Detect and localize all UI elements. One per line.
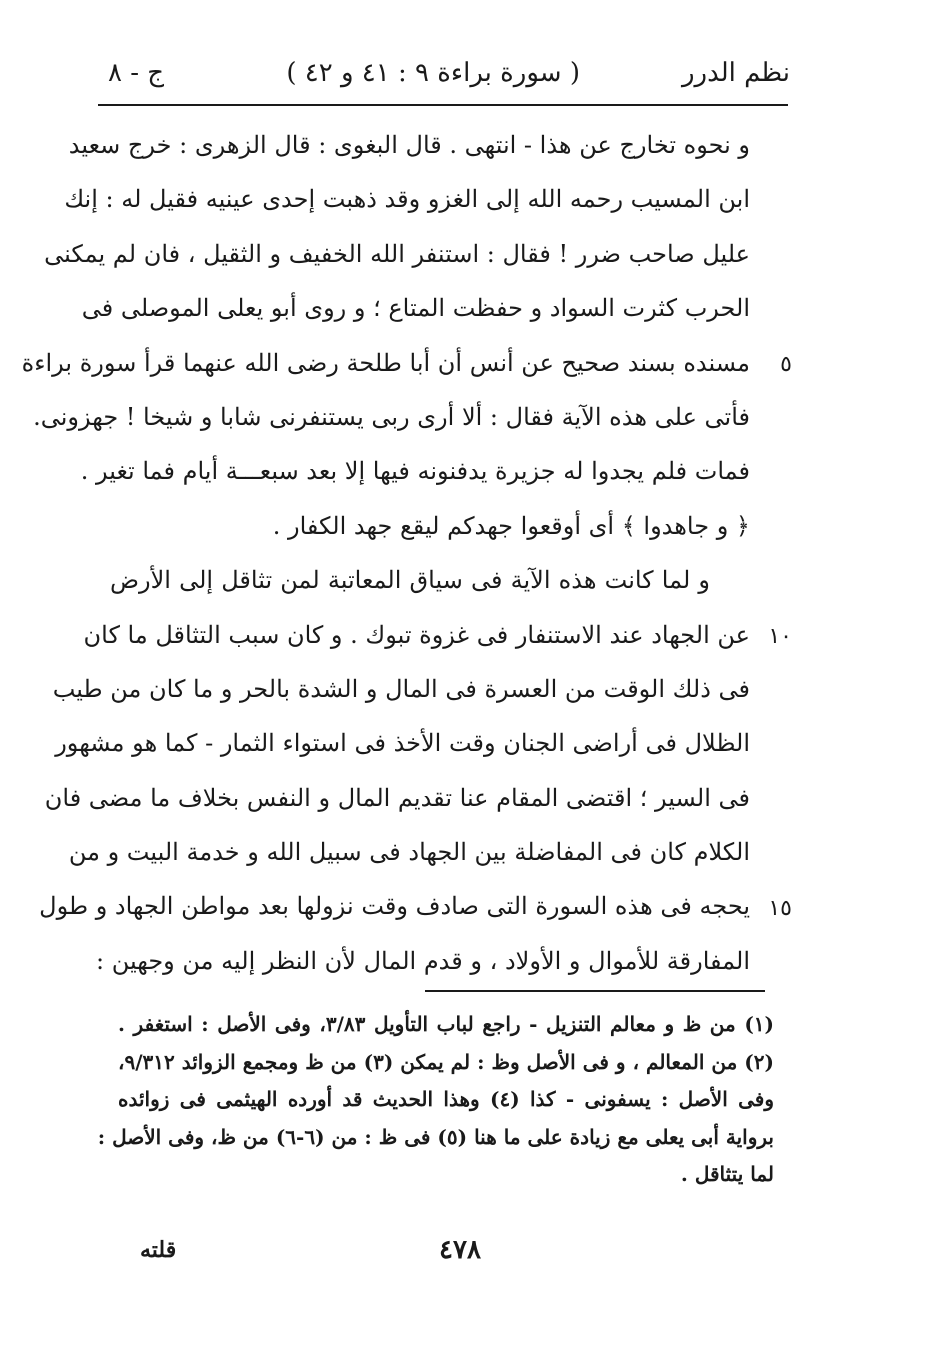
line-number-10: ١٠ xyxy=(768,624,792,649)
surah-reference: ( سورة براءة ٩ : ٤١ و ٤٢ ) xyxy=(286,58,580,88)
text-line: يحجه فى هذه السورة التى صادف وقت نزولها بعد مواطن الجهاد و طول xyxy=(39,892,750,921)
text-line: و لما كانت هذه الآية فى سياق المعاتبة لمن تثاقل إلى الأرض xyxy=(110,566,710,595)
text-line: عن الجهاد عند الاستنفار فى غزوة تبوك . و كان سبب التثاقل ما كان xyxy=(83,620,750,649)
line-number-15: ١٥ xyxy=(768,896,792,921)
line-number-5: ٥ xyxy=(780,352,792,377)
main-text xyxy=(21,118,750,988)
footnote-line: لما يتثاقل . xyxy=(680,1162,774,1187)
footnote-rule xyxy=(425,990,765,992)
catchword: قلته xyxy=(140,1237,177,1263)
footnote-line: وفى الأصل : يسفونى - كذا (٤) وهذا الحديث قد أورده الهيثمى فى زوائده xyxy=(118,1087,774,1112)
page-number: ٤٧٨ xyxy=(439,1235,481,1265)
text-line: فمات فلم يجدوا له جزيرة يدفنونه فيها إلا بعد سبعـــة أيام فما تغير . xyxy=(80,457,750,486)
text-line: ﴿ و جاهدوا ﴾ أى أوقعوا جهدكم ليقع جهد الكفار . xyxy=(272,511,750,540)
text-line: ابن المسيب رحمه الله إلى الغزو وقد ذهبت إحدى عينيه فقيل له : إنك xyxy=(64,185,750,214)
volume-number: ج - ٨ xyxy=(108,58,165,88)
text-line: و نحوه تخارج عن هذا - انتهى . قال البغوى : قال الزهرى : خرج سعيد xyxy=(68,131,750,159)
text-line: عليل صاحب ضرر ! فقال : استنفر الله الخفيف و الثقيل ، فان لم يمكنى xyxy=(44,239,750,268)
footnotes xyxy=(97,1006,774,1194)
footnote-line: (١) من ظ و معالم التنزيل - راجع لباب التأويل ٣/٨٣، وفى الأصل : استغفر . xyxy=(118,1012,774,1036)
footnote-line: برواية أبى يعلى مع زيادة على ما هنا (٥) فى ظ : من (٦-٦) من ظ، وفى الأصل : xyxy=(97,1124,774,1149)
text-line: المفارقة للأموال و الأولاد ، و قدم المال لأن النظر إليه من وجهين : xyxy=(96,946,750,975)
footnote-line: (٢) من المعالم ، و فى الأصل وظ : لم يمكن (٣) من ظ ومجمع الزوائد ٩/٣١٢، xyxy=(118,1049,774,1074)
text-line: الحرب كثرت السواد و حفظت المتاع ؛ و روى أبو يعلى الموصلى فى xyxy=(81,294,750,323)
header-rule xyxy=(98,104,788,106)
text-line: فى ذلك الوقت من العسرة فى المال و الشدة بالحر و ما كان من طيب xyxy=(52,674,750,703)
text-line: فى السير ؛ اقتضى المقام عنا تقديم المال و النفس بخلاف ما مضى فان xyxy=(44,783,750,812)
book-title: نظم الدرر xyxy=(681,58,790,88)
text-line: فأتى على هذه الآية فقال : ألا أرى ربى يستنفرنى شابا و شيخا ! جهزونى. xyxy=(33,402,750,431)
text-line: مسنده بسند صحيح عن أنس أن أبا طلحة رضى الله عنهما قرأ سورة براءة xyxy=(21,348,750,377)
running-header xyxy=(100,58,790,98)
text-line: الظلال فى أراضى الجنان وقت الأخذ فى استواء الثمار - كما هو مشهور xyxy=(55,729,750,758)
text-line: الكلام كان فى المفاضلة بين الجهاد فى سبيل الله و خدمة البيت و من xyxy=(68,838,750,867)
